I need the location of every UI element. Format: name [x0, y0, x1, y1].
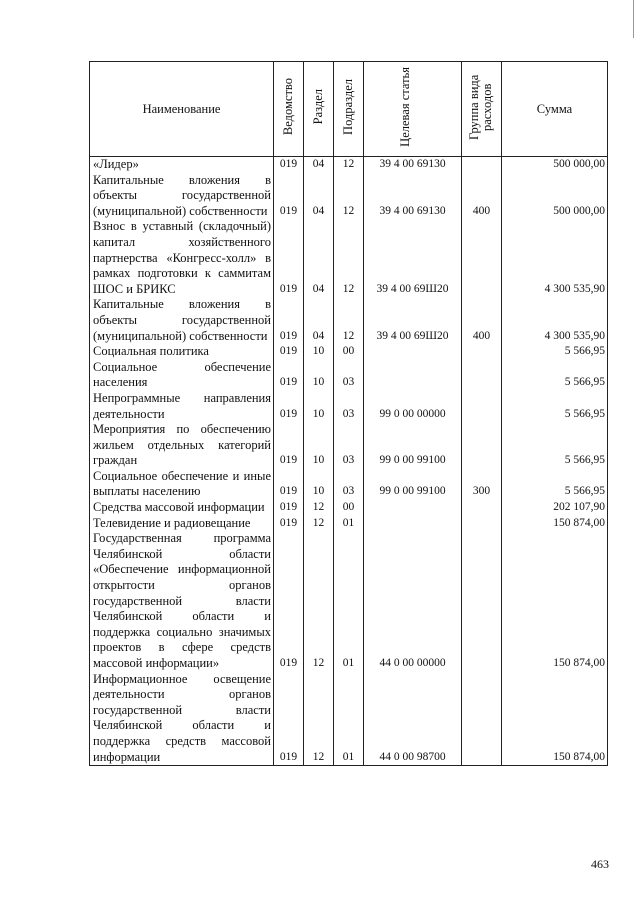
page-edge-mark: [633, 0, 634, 38]
row-name: Капитальные вложения в объекты государственной (муниципальной) собственности: [90, 173, 274, 220]
table-body: [90, 157, 608, 766]
row-summa: 150 874,00: [502, 531, 608, 671]
row-name: Капитальные вложения в объекты государственной (муниципальной) собственности: [90, 297, 274, 344]
row-summa: 5 566,95: [502, 391, 608, 422]
row-podrazdel: 03: [334, 391, 364, 422]
row-podrazdel: 12: [334, 297, 364, 344]
row-summa: 5 566,95: [502, 469, 608, 500]
row-razdel: 04: [304, 219, 334, 297]
table-row: [90, 516, 608, 532]
row-podrazdel: 00: [334, 500, 364, 516]
row-podrazdel: 03: [334, 360, 364, 391]
row-celevaya-statya: 39 4 00 69Ш20: [364, 297, 462, 344]
row-razdel: 04: [304, 173, 334, 220]
row-razdel: 12: [304, 516, 334, 532]
row-vedomstvo: 019: [274, 422, 304, 469]
row-podrazdel: 01: [334, 672, 364, 766]
row-gruppa: 400: [462, 173, 502, 220]
row-razdel: 04: [304, 157, 334, 173]
row-razdel: 10: [304, 469, 334, 500]
row-podrazdel: 00: [334, 344, 364, 360]
row-name: Социальная политика: [90, 344, 274, 360]
row-vedomstvo: 019: [274, 672, 304, 766]
row-podrazdel: 01: [334, 516, 364, 532]
row-summa: 202 107,90: [502, 500, 608, 516]
row-gruppa: 400: [462, 297, 502, 344]
row-razdel: 10: [304, 422, 334, 469]
header-vedomstvo: Ведомство: [274, 62, 304, 157]
row-summa: 4 300 535,90: [502, 297, 608, 344]
row-name: Информационное освещение деятельности органов государственной власти Челябинской области и поддержка средств массовой информации: [90, 672, 274, 766]
row-podrazdel: 12: [334, 219, 364, 297]
row-vedomstvo: 019: [274, 531, 304, 671]
row-gruppa: [462, 157, 502, 173]
row-summa: 5 566,95: [502, 360, 608, 391]
table-row: [90, 391, 608, 422]
row-name: Мероприятия по обеспечению жильем отдельных категорий граждан: [90, 422, 274, 469]
row-podrazdel: 03: [334, 422, 364, 469]
row-celevaya-statya: 99 0 00 99100: [364, 469, 462, 500]
row-vedomstvo: 019: [274, 500, 304, 516]
row-gruppa: [462, 516, 502, 532]
row-name: Социальное обеспечение и иные выплаты населению: [90, 469, 274, 500]
row-summa: 500 000,00: [502, 173, 608, 220]
table-row: [90, 219, 608, 297]
row-summa: 4 300 535,90: [502, 219, 608, 297]
row-celevaya-statya: 44 0 00 00000: [364, 531, 462, 671]
table-row: [90, 157, 608, 173]
header-razdel: Раздел: [304, 62, 334, 157]
row-vedomstvo: 019: [274, 297, 304, 344]
row-razdel: 04: [304, 297, 334, 344]
row-gruppa: 300: [462, 469, 502, 500]
row-gruppa: [462, 360, 502, 391]
budget-document: [89, 61, 607, 766]
row-podrazdel: 03: [334, 469, 364, 500]
header-summa: Сумма: [502, 62, 608, 157]
table-row: [90, 500, 608, 516]
row-gruppa: [462, 672, 502, 766]
row-celevaya-statya: 39 4 00 69130: [364, 173, 462, 220]
row-gruppa: [462, 531, 502, 671]
row-name: Средства массовой информации: [90, 500, 274, 516]
row-gruppa: [462, 391, 502, 422]
row-celevaya-statya: [364, 344, 462, 360]
row-celevaya-statya: [364, 360, 462, 391]
row-gruppa: [462, 422, 502, 469]
row-name: Телевидение и радиовещание: [90, 516, 274, 532]
row-gruppa: [462, 500, 502, 516]
row-name: «Лидер»: [90, 157, 274, 173]
row-vedomstvo: 019: [274, 219, 304, 297]
row-vedomstvo: 019: [274, 173, 304, 220]
row-gruppa: [462, 219, 502, 297]
row-summa: 5 566,95: [502, 344, 608, 360]
row-podrazdel: 12: [334, 157, 364, 173]
row-name: Государственная программа Челябинской области «Обеспечение информационной открытости органов государственной власти Челябинской области и поддержка социально значимых проектов в сфере средств массовой информации»: [90, 531, 274, 671]
table-row: [90, 672, 608, 766]
row-name: Непрограммные направления деятельности: [90, 391, 274, 422]
header-podrazdel: Подраздел: [334, 62, 364, 157]
row-name: Взнос в уставный (складочный) капитал хозяйственного партнерства «Конгресс-холл» в рамках подготовки к саммитам ШОС и БРИКС: [90, 219, 274, 297]
row-podrazdel: 01: [334, 531, 364, 671]
row-summa: 500 000,00: [502, 157, 608, 173]
row-celevaya-statya: 39 4 00 69130: [364, 157, 462, 173]
row-razdel: 12: [304, 500, 334, 516]
table-header: [90, 62, 608, 157]
row-podrazdel: 12: [334, 173, 364, 220]
row-razdel: 10: [304, 344, 334, 360]
table-row: [90, 344, 608, 360]
row-gruppa: [462, 344, 502, 360]
header-celevaya-statya: Целевая статья: [364, 62, 462, 157]
page-number: 463: [591, 857, 609, 871]
table-row: [90, 360, 608, 391]
header-name: Наименование: [90, 62, 274, 157]
table-row: [90, 422, 608, 469]
table-row: [90, 173, 608, 220]
row-celevaya-statya: 99 0 00 99100: [364, 422, 462, 469]
row-vedomstvo: 019: [274, 344, 304, 360]
row-vedomstvo: 019: [274, 391, 304, 422]
row-summa: 150 874,00: [502, 516, 608, 532]
header-gruppa-vida-rashodov: Группа вида расходов: [462, 62, 502, 157]
row-name: Социальное обеспечение населения: [90, 360, 274, 391]
table-row: [90, 469, 608, 500]
row-celevaya-statya: 44 0 00 98700: [364, 672, 462, 766]
row-celevaya-statya: 99 0 00 00000: [364, 391, 462, 422]
row-vedomstvo: 019: [274, 360, 304, 391]
table-row: [90, 297, 608, 344]
row-razdel: 10: [304, 360, 334, 391]
row-vedomstvo: 019: [274, 516, 304, 532]
row-razdel: 12: [304, 531, 334, 671]
budget-table: [89, 61, 608, 766]
row-celevaya-statya: [364, 500, 462, 516]
row-celevaya-statya: 39 4 00 69Ш20: [364, 219, 462, 297]
row-vedomstvo: 019: [274, 469, 304, 500]
row-celevaya-statya: [364, 516, 462, 532]
table-row: [90, 531, 608, 671]
row-vedomstvo: 019: [274, 157, 304, 173]
row-razdel: 12: [304, 672, 334, 766]
row-summa: 5 566,95: [502, 422, 608, 469]
row-razdel: 10: [304, 391, 334, 422]
row-summa: 150 874,00: [502, 672, 608, 766]
